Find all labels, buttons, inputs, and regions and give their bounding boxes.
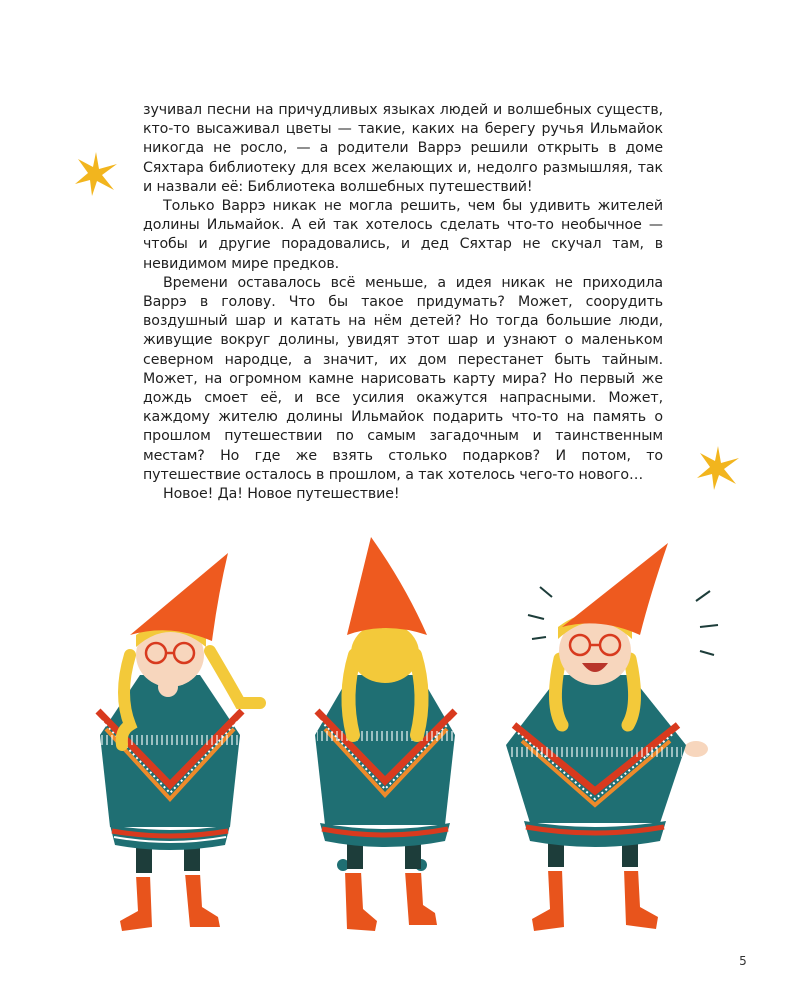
- left-boot: [120, 875, 152, 931]
- left-boot: [345, 871, 377, 931]
- right-boot: [624, 869, 658, 929]
- gnome-girl-excited: [506, 543, 718, 931]
- right-boot: [185, 873, 220, 927]
- paragraph-3: Времени оставалось всё меньше, а идея никак не приходила Варрэ в голову. Что бы такое придумать? Может, соорудить воздушный шар и катать на нём детей? Но тогда большие люди, живущие вокруг долины, увидят этот шар и узнают о маленьком северном народце, а значит, их дом перестанет быть тайным. Может, на огромном камне нарисовать карту мира? Но первый же дождь смоет её, и все усилия окажутся напрасными. Может, каждому жителю долины Ильмайок подарить что-то на память о прошлом путешествии по самым загадочным и таинственным местам? Но где же взять столько подарков? И потом, то путешествие осталось в прошлом, а так хотелось чего-то нового…: [143, 274, 663, 483]
- pointed-hat: [130, 553, 228, 641]
- pointed-hat: [347, 537, 427, 635]
- star-left-shape: [75, 152, 117, 196]
- pointed-hat: [562, 543, 668, 635]
- story-text: [143, 101, 663, 504]
- gnome-girl-illustration: [80, 535, 750, 935]
- page-number: 5: [739, 954, 747, 968]
- gnome-girl-thinking: [98, 553, 260, 931]
- gnome-girl-back: [315, 537, 455, 931]
- paragraph-1: зучивал песни на причудливых языках людей и волшебных существ, кто-то высаживал цветы — такие, каких на берегу ручья Ильмайок никогда не росло, — а родители Варрэ решили открыть в доме Сяхтара библиотеку для всех желающих и, недолго размышляя, так и назвали её: Библиотека волшебных путешествий!: [143, 102, 663, 195]
- paragraph-2: Только Варрэ никак не могла решить, чем бы удивить жителей долины Ильмайок. А ей так хотелось сделать что-то необычное — чтобы и другие порадовались, и дед Сяхтар не скучал там, в невидимом мире предков.: [143, 198, 663, 272]
- left-boot: [532, 869, 564, 931]
- star-right-icon: [694, 444, 742, 492]
- star-left-icon: [72, 150, 120, 198]
- cloak: [315, 675, 455, 825]
- right-boot: [405, 871, 437, 925]
- star-right-shape: [697, 446, 739, 490]
- paragraph-4: Новое! Да! Новое путешествие!: [163, 486, 400, 503]
